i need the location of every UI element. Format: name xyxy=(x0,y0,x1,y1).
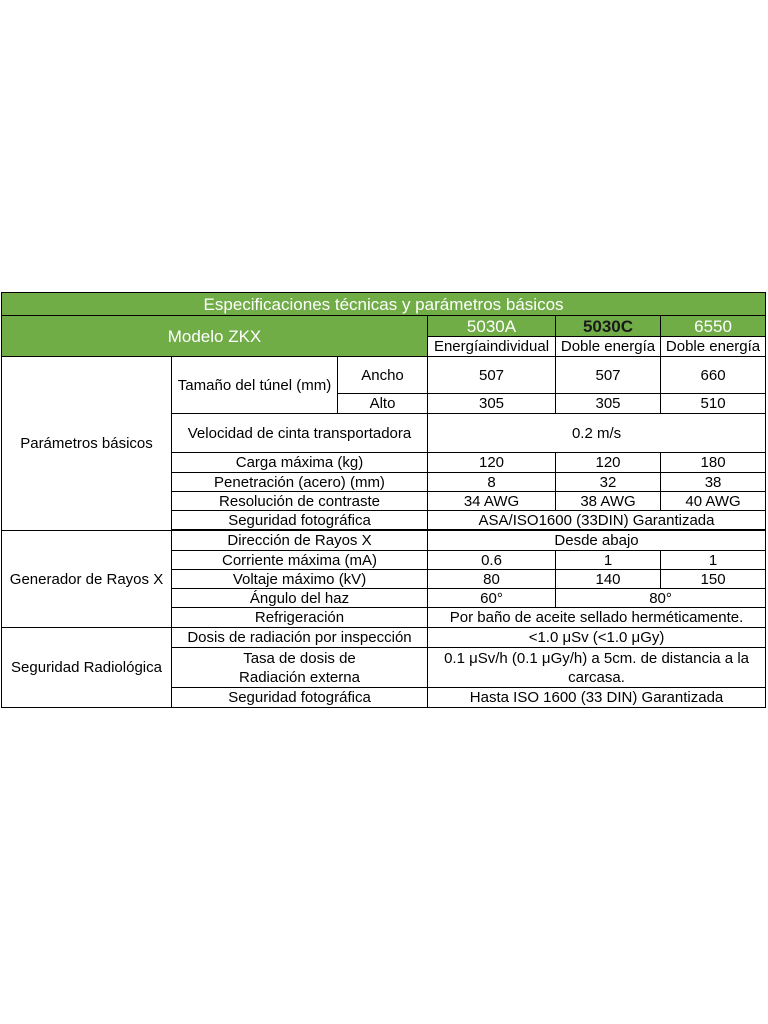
external-value: 0.1 μSv/h (0.1 μGy/h) a 5cm. de distancia a la carcasa. xyxy=(428,648,766,688)
photo-value: ASA/ISO1600 (33DIN) Garantizada xyxy=(428,511,766,530)
direction-row xyxy=(2,531,766,551)
voltage-5030c: 140 xyxy=(556,570,661,589)
height-5030c: 305 xyxy=(556,394,661,414)
penetration-6550: 38 xyxy=(661,473,766,492)
height-5030a: 305 xyxy=(428,394,556,414)
title-row xyxy=(2,293,766,316)
section-radiology: Seguridad Radiológica xyxy=(2,628,172,708)
dose-value: <1.0 μSv (<1.0 μGy) xyxy=(428,628,766,648)
energy-5030c: Doble energía xyxy=(556,337,661,357)
contrast-5030a: 34 AWG xyxy=(428,492,556,511)
contrast-5030c: 38 AWG xyxy=(556,492,661,511)
penetration-5030a: 8 xyxy=(428,473,556,492)
spec-table xyxy=(1,292,766,708)
angle-label: Ángulo del haz xyxy=(172,589,428,608)
tunnel-width-row xyxy=(2,357,766,394)
belt-value: 0.2 m/s xyxy=(428,414,766,453)
load-6550: 180 xyxy=(661,453,766,473)
dose-row xyxy=(2,628,766,648)
width-5030c: 507 xyxy=(556,357,661,394)
current-6550: 1 xyxy=(661,551,766,570)
photo2-value: Hasta ISO 1600 (33 DIN) Garantizada xyxy=(428,688,766,708)
external-label xyxy=(172,648,428,688)
current-5030c: 1 xyxy=(556,551,661,570)
load-5030c: 120 xyxy=(556,453,661,473)
penetration-label: Penetración (acero) (mm) xyxy=(172,473,428,492)
energy-6550: Doble energía xyxy=(661,337,766,357)
penetration-5030c: 32 xyxy=(556,473,661,492)
load-label: Carga máxima (kg) xyxy=(172,453,428,473)
cooling-label: Refrigeración xyxy=(172,608,428,628)
photo-label: Seguridad fotográfica xyxy=(172,511,428,530)
current-label: Corriente máxima (mA) xyxy=(172,551,428,570)
model-label: Modelo ZKX xyxy=(2,316,428,357)
width-label: Ancho xyxy=(338,357,428,394)
external-label-line-1: Tasa de dosis de xyxy=(243,649,356,667)
model-name-5030a: 5030A xyxy=(428,316,556,337)
height-6550: 510 xyxy=(661,394,766,414)
photo2-label: Seguridad fotográfica xyxy=(172,688,428,708)
direction-value: Desde abajo xyxy=(428,531,766,551)
dose-label: Dosis de radiación por inspección xyxy=(172,628,428,648)
section-generator: Generador de Rayos X xyxy=(2,531,172,628)
model-name-5030c: 5030C xyxy=(556,316,661,337)
model-row xyxy=(2,316,766,337)
angle-5030a: 60° xyxy=(428,589,556,608)
voltage-6550: 150 xyxy=(661,570,766,589)
external-label-line-2: Radiación externa xyxy=(239,668,360,686)
voltage-label: Voltaje máximo (kV) xyxy=(172,570,428,589)
section-basic: Parámetros básicos xyxy=(2,357,172,531)
height-label: Alto xyxy=(338,394,428,414)
table-title: Especificaciones técnicas y parámetros básicos xyxy=(2,293,766,316)
cooling-value: Por baño de aceite sellado herméticamente. xyxy=(428,608,766,628)
direction-label: Dirección de Rayos X xyxy=(172,531,428,551)
current-5030a: 0.6 xyxy=(428,551,556,570)
tunnel-label: Tamaño del túnel (mm) xyxy=(172,357,338,414)
load-5030a: 120 xyxy=(428,453,556,473)
voltage-5030a: 80 xyxy=(428,570,556,589)
contrast-label: Resolución de contraste xyxy=(172,492,428,511)
width-6550: 660 xyxy=(661,357,766,394)
model-name-6550: 6550 xyxy=(661,316,766,337)
energy-5030a: Energíaindividual xyxy=(428,337,556,357)
angle-5030c-6550: 80° xyxy=(556,589,766,608)
width-5030a: 507 xyxy=(428,357,556,394)
contrast-6550: 40 AWG xyxy=(661,492,766,511)
belt-label: Velocidad de cinta transportadora xyxy=(172,414,428,453)
